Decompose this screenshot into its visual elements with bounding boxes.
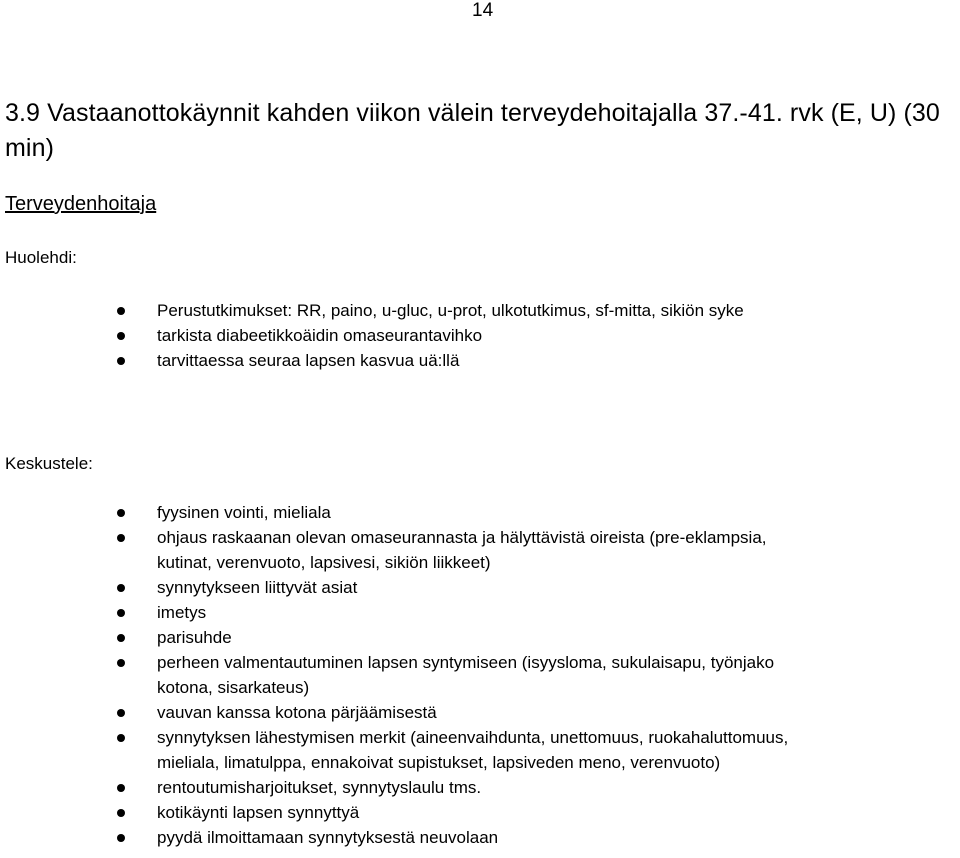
bullet-icon <box>117 784 125 792</box>
bullet-icon <box>117 834 125 842</box>
list-item <box>0 775 960 800</box>
bullet-icon <box>117 734 125 742</box>
list-item <box>0 700 960 725</box>
list-item-text: tarvittaessa seuraa lapsen kasvua uä:llä <box>157 351 460 370</box>
list-item-text: kutinat, verenvuoto, lapsivesi, sikiön liikkeet) <box>157 553 491 572</box>
list-item-text: kotikäynti lapsen synnyttyä <box>157 803 360 822</box>
list-item <box>0 825 960 850</box>
bullet-icon <box>117 332 125 340</box>
bullet-icon <box>117 357 125 365</box>
list-item-text: fyysinen vointi, mieliala <box>157 503 331 522</box>
huolehdi-list <box>0 298 960 373</box>
list-item <box>0 500 960 525</box>
bullet-icon <box>117 634 125 642</box>
list-item <box>0 800 960 825</box>
list-item-text: tarkista diabeetikkoäidin omaseurantavihko <box>157 326 483 345</box>
keskustele-label: Keskustele: <box>5 454 93 473</box>
list-item-text: ohjaus raskaanan olevan omaseurannasta ja hälyttävistä oireista (pre-eklampsia, <box>157 528 767 547</box>
list-item <box>0 650 960 700</box>
list-item <box>0 298 960 323</box>
list-item-text: rentoutumisharjoitukset, synnytyslaulu tms. <box>157 778 482 797</box>
bullet-icon <box>117 609 125 617</box>
section-heading: 3.9 Vastaanottokäynnit kahden viikon välein terveydehoitajalla 37.-41. rvk (E, U) (30 min) <box>5 99 940 162</box>
page-number: 14 <box>472 0 494 21</box>
role-title: Terveydenhoitaja <box>5 193 157 215</box>
list-item <box>0 725 960 775</box>
list-item <box>0 600 960 625</box>
bullet-icon <box>117 534 125 542</box>
list-item-text: pyydä ilmoittamaan synnytyksestä neuvolaan <box>157 828 499 847</box>
bullet-icon <box>117 659 125 667</box>
list-item-text: vauvan kanssa kotona pärjäämisestä <box>157 703 437 722</box>
list-item <box>0 323 960 348</box>
list-item-text: mieliala, limatulppa, ennakoivat supistukset, lapsiveden meno, verenvuoto) <box>157 753 721 772</box>
list-item-text: kotona, sisarkateus) <box>157 678 310 697</box>
list-item <box>0 575 960 600</box>
list-item-text: Perustutkimukset: RR, paino, u-gluc, u-prot, ulkotutkimus, sf-mitta, sikiön syke <box>157 301 744 320</box>
keskustele-list <box>0 500 960 850</box>
huolehdi-label: Huolehdi: <box>5 248 77 267</box>
list-item <box>0 348 960 373</box>
list-item <box>0 525 960 575</box>
list-item-text: perheen valmentautuminen lapsen syntymiseen (isyysloma, sukulaisapu, työnjako <box>157 653 775 672</box>
bullet-icon <box>117 709 125 717</box>
list-item-text: parisuhde <box>157 628 232 647</box>
bullet-icon <box>117 509 125 517</box>
list-item-text: synnytykseen liittyvät asiat <box>157 578 358 597</box>
bullet-icon <box>117 307 125 315</box>
bullet-icon <box>117 809 125 817</box>
list-item-text: synnytyksen lähestymisen merkit (aineenvaihdunta, unettomuus, ruokahaluttomuus, <box>157 728 789 747</box>
list-item <box>0 625 960 650</box>
bullet-icon <box>117 584 125 592</box>
list-item-text: imetys <box>157 603 207 622</box>
